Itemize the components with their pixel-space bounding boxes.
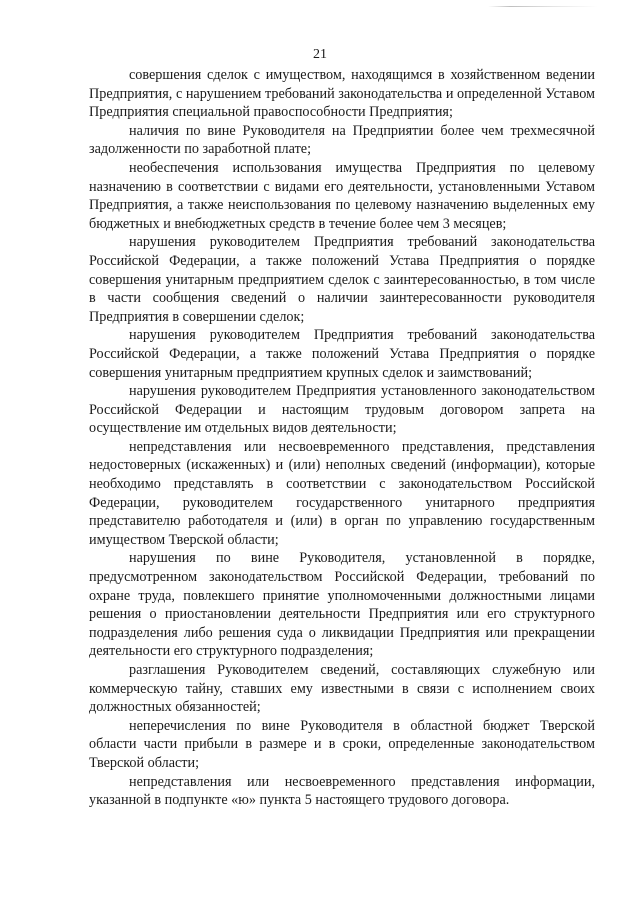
scan-artifact	[488, 6, 598, 7]
document-body	[89, 66, 595, 810]
paragraph-11: непредставления или несвоевременного представления информации, указанной в подпункте «ю» пункта 5 настоящего трудового договора.	[89, 773, 595, 809]
paragraph-5: нарушения руководителем Предприятия требований законодательства Российской Федерации, а также положений Устава Предприятия о порядке совершения унитарным предприятием крупных сделок и заимствований;	[89, 327, 595, 381]
paragraph-8: нарушения по вине Руководителя, установленной в порядке, предусмотренном законодательством Российской Федерации, требований по охране труда, повлекшего принятие уполномоченными должностными лицами решения о приостановлении деятельности Предприятия или его структурного подразделения либо решения суда о ликвидации Предприятия или прекращении деятельности его структурного подразделения;	[89, 550, 595, 660]
paragraph-2: наличия по вине Руководителя на Предприятии более чем трехмесячной задолженности по заработной плате;	[89, 122, 595, 158]
paragraph-10: неперечисления по вине Руководителя в областной бюджет Тверской области части прибыли в размере и в сроки, определенные законодательством Тверской области;	[89, 717, 595, 771]
paragraph-6: нарушения руководителем Предприятия установленного законодательством Российской Федерации и настоящим трудовым договором запрета на осуществление им отдельных видов деятельности;	[89, 383, 595, 437]
paragraph-9: разглашения Руководителем сведений, составляющих служебную или коммерческую тайну, ставших ему известными в связи с исполнением своих должностных обязанностей;	[89, 662, 595, 716]
page-number: 21	[313, 47, 327, 62]
paragraph-7: непредставления или несвоевременного представления, представления недостоверных (искаженных) и (или) неполных сведений (информации), которые необходимо представлять в соответствии с законодательством Российской Федерации, руководителем государственного унитарного предприятия представителю работодателя и (или) в орган по управлению государственным имуществом Тверской области;	[89, 438, 595, 548]
paragraph-4: нарушения руководителем Предприятия требований законодательства Российской Федерации, а также положений Устава Предприятия о порядке совершения унитарным предприятием сделок с заинтересованностью, в том числе в части сообщения сведений о наличии заинтересованности руководителя Предприятия в совершении сделок;	[89, 234, 595, 325]
paragraph-1: совершения сделок с имуществом, находящимся в хозяйственном ведении Предприятия, с нарушением требований законодательства и определенной Уставом Предприятия специальной правоспособности Предприятия;	[89, 67, 595, 121]
paragraph-3: необеспечения использования имущества Предприятия по целевому назначению в соответствии с видами его деятельности, установленными Уставом Предприятия, а также неиспользования по целевому назначению выделенных ему бюджетных и внебюджетных средств в течение более чем 3 месяцев;	[89, 159, 595, 232]
